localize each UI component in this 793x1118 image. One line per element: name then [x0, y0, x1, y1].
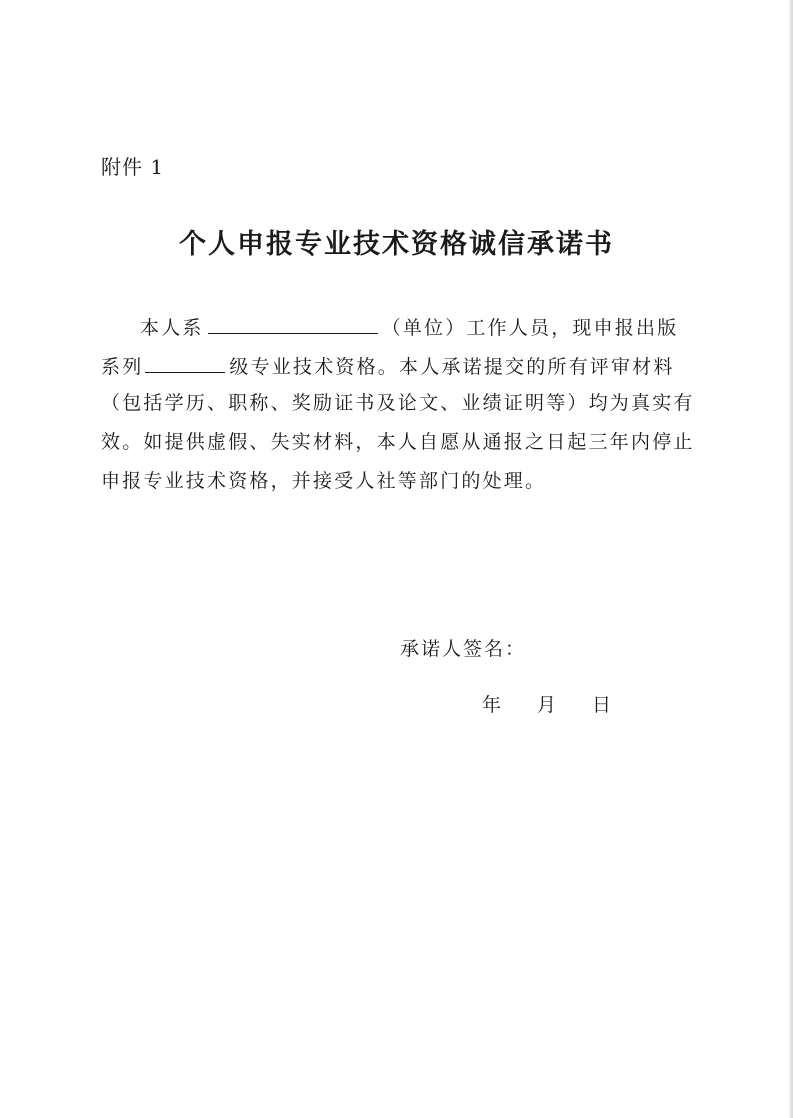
body-line-3: （包括学历、职称、奖励证书及论文、业绩证明等）均为真实有 [101, 392, 695, 414]
page-edge-shadow [789, 0, 793, 1118]
body-line-2-suffix: 级专业技术资格。本人承诺提交的所有评审材料 [229, 356, 675, 378]
body-line-1 [140, 313, 678, 340]
body-line-4: 效。如提供虚假、失实材料，本人自愿从通报之日起三年内停止 [101, 431, 695, 453]
signature-label: 承诺人签名： [400, 638, 527, 660]
body-line-1-prefix: 本人系 [140, 317, 204, 339]
body-line-5: 申报专业技术资格，并接受人社等部门的处理。 [101, 470, 547, 492]
date-year: 年 [482, 694, 502, 716]
level-blank-field[interactable] [145, 352, 225, 373]
body-line-1-suffix: （单位）工作人员，现申报出版 [381, 317, 679, 339]
body-line-2 [101, 352, 675, 379]
attachment-label: 附件 1 [101, 155, 165, 179]
unit-blank-field[interactable] [208, 313, 378, 334]
document-title: 个人申报专业技术资格诚信承诺书 [179, 229, 614, 260]
body-line-2-prefix: 系列 [101, 356, 144, 378]
date-day: 日 [592, 694, 612, 716]
date-line [482, 690, 611, 717]
date-month: 月 [537, 694, 557, 716]
